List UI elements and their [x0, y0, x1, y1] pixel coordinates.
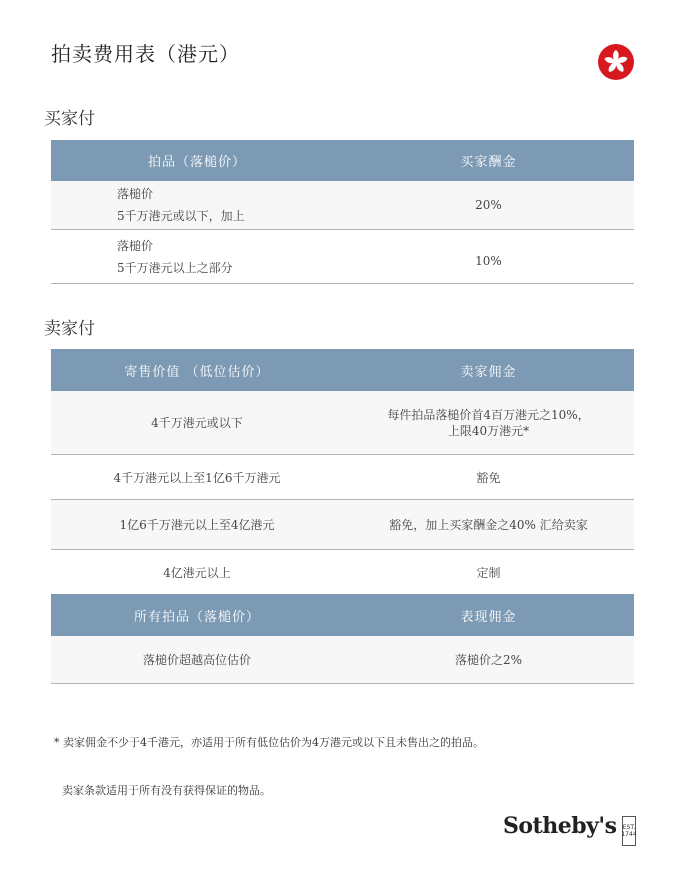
sothebys-logo: Sotheby's: [503, 813, 617, 839]
seller-row-value-range: 4千万港元或以下: [151, 416, 243, 430]
table-row: [51, 636, 634, 684]
performance-row-condition: 落槌价超越高位估价: [142, 653, 251, 667]
buyer-row-label: [51, 235, 343, 279]
table-row: [51, 455, 634, 500]
performance-table-header: [51, 594, 634, 636]
est-year: 1744: [621, 831, 637, 838]
buyer-header-col2: 买家酬金: [460, 155, 517, 170]
buyer-row-line2: 5千万港元以上之部分: [117, 260, 233, 275]
performance-header-col1: 所有拍品（落槌价）: [133, 609, 260, 625]
table-row: [51, 181, 634, 230]
buyer-row-label: [51, 183, 343, 227]
seller-row-value-range: 4亿港元以上: [163, 565, 231, 580]
buyer-table-header: [51, 140, 634, 181]
seller-table-header: [51, 349, 634, 391]
seller-row-commission: 豁免: [476, 470, 501, 485]
est-label: EST.: [622, 824, 636, 831]
seller-header-col2: 卖家佣金: [460, 364, 517, 380]
buyer-row-value: 20%: [475, 198, 502, 212]
buyer-row-line1: 落槌价: [117, 238, 154, 253]
est-badge: [622, 816, 636, 846]
page-title: 拍卖费用表（港元）: [51, 42, 240, 66]
footnote: * 卖家佣金不少于4千港元，亦适用于所有低位估价为4万港元或以下且未售出之的拍品。: [54, 736, 484, 749]
seller-table: [51, 349, 634, 684]
seller-row-value-range: 4千万港元以上至1亿6千万港元: [113, 470, 281, 485]
buyer-section-title: 买家付: [44, 109, 95, 129]
seller-row-commission: 定制: [476, 565, 501, 580]
table-row: [51, 550, 634, 594]
hong-kong-flag-icon: [598, 44, 634, 80]
seller-row-commission: 豁免，加上买家酬金之40% 汇给卖家: [389, 518, 588, 532]
performance-row-commission: 落槌价之2%: [454, 653, 523, 667]
seller-commission-line1: 每件拍品落槌价首4百万港元之10%，: [387, 407, 590, 422]
seller-section-title: 卖家付: [44, 319, 95, 339]
buyer-row-line2: 5千万港元或以下，加上: [117, 209, 245, 223]
performance-header-col2: 表现佣金: [460, 609, 517, 625]
seller-header-col1: 寄售价值 （低位估价）: [124, 364, 270, 380]
terms-note: 卖家条款适用于所有没有获得保证的物品。: [62, 784, 271, 797]
buyer-row-value: 10%: [475, 253, 502, 268]
buyer-row-line1: 落槌价: [117, 187, 154, 201]
buyer-table: [51, 140, 634, 284]
buyer-header-col1: 拍品（落槌价）: [147, 155, 246, 170]
table-row: [51, 391, 634, 455]
table-row: [51, 230, 634, 284]
seller-row-value-range: 1亿6千万港元以上至4亿港元: [119, 518, 275, 532]
seller-commission-line2: 上限40万港元*: [447, 423, 530, 438]
seller-row-commission: [343, 407, 634, 439]
table-row: [51, 500, 634, 550]
